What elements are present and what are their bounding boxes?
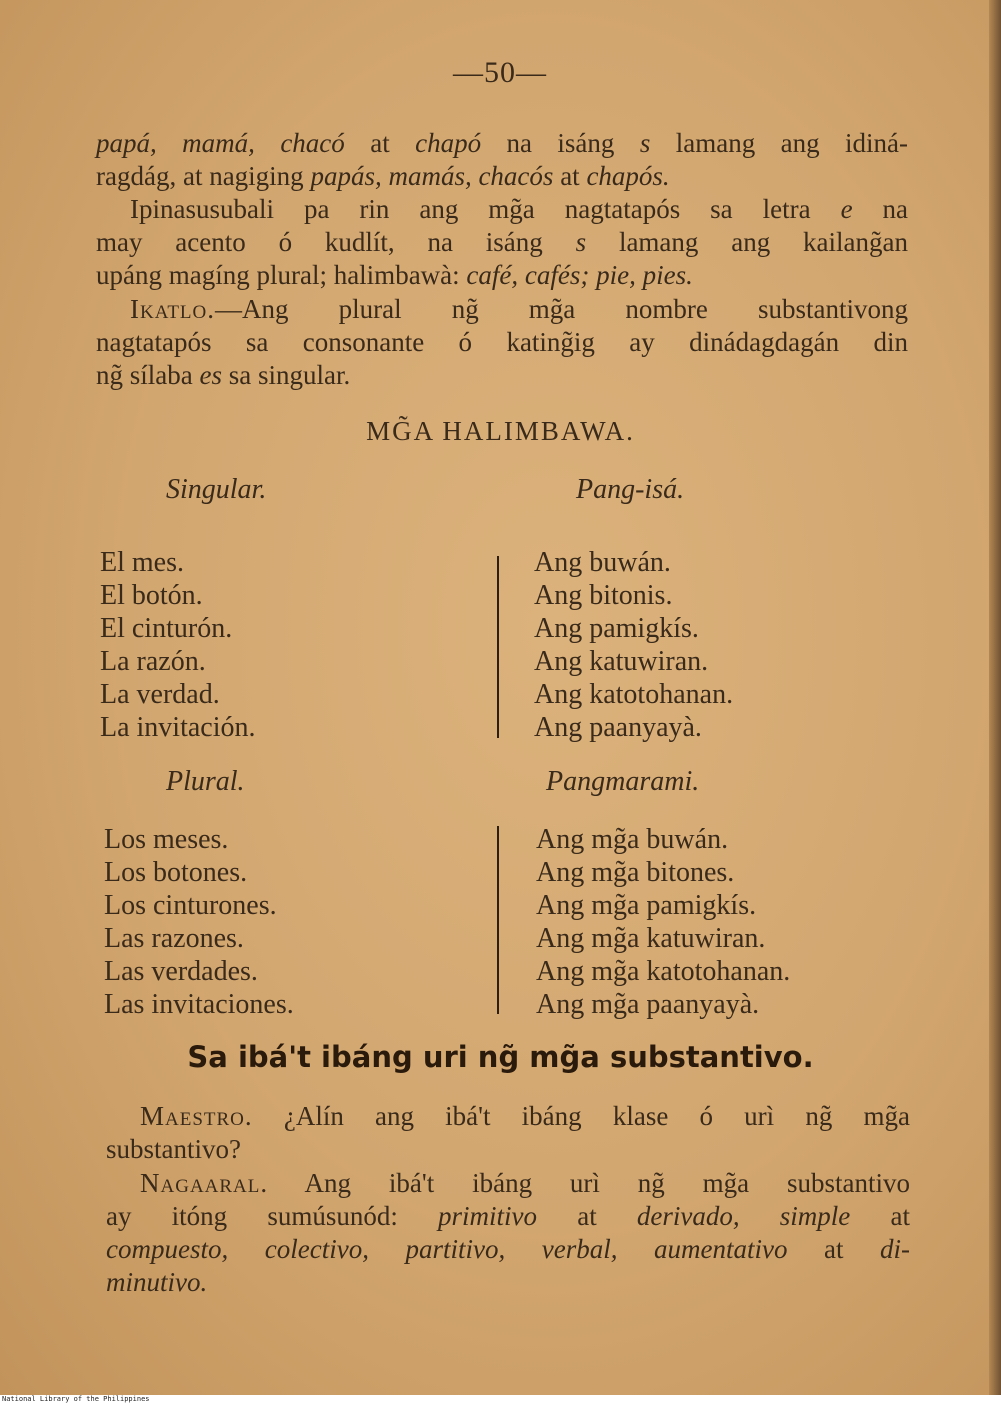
text-run: at — [787, 1234, 880, 1264]
list-item: Ang mg̃a bitones. — [536, 857, 735, 888]
paragraph-2-line-1 — [96, 193, 908, 226]
list-item: El botón. — [100, 580, 203, 611]
list-item: Los cinturones. — [104, 890, 277, 921]
text-run: at — [344, 128, 416, 158]
list-item: Las razones. — [104, 923, 244, 954]
list-item: Ang katuwiran. — [534, 646, 709, 677]
italic-word: chapós. — [586, 161, 670, 191]
list-item: Ang paanyayà. — [534, 712, 702, 743]
text-run: ¿Alín ang ibá't ibáng klase ó urì ng̃ mg̃a — [252, 1101, 910, 1131]
list-item: Ang mg̃a katotohanan. — [536, 956, 791, 987]
list-item: Los meses. — [104, 824, 229, 855]
paragraph-3-line-2: nagtatapós sa consonante ó kating̃ig ay dinádagdagán din — [96, 327, 908, 357]
page-edge-shadow — [989, 0, 1001, 1395]
list-item: Ang katotohanan. — [534, 679, 734, 710]
singular-list — [100, 546, 256, 744]
list-item: Las verdades. — [104, 956, 258, 987]
italic-word: chapó — [415, 128, 482, 158]
pangmarami-list — [536, 823, 790, 1021]
list-item: Ang mg̃a paanyayà. — [536, 989, 760, 1020]
paragraph-2-line-2 — [96, 226, 908, 259]
text-run: ng̃ sílaba — [96, 360, 200, 390]
paragraph-3-line-1 — [96, 293, 908, 326]
text-run: at — [553, 161, 587, 191]
column-divider — [497, 826, 499, 1014]
list-item: La verdad. — [100, 679, 220, 710]
italic-word: papás, mamás, chacós — [310, 161, 554, 191]
italic-word: di- — [880, 1234, 910, 1264]
paragraph-3 — [96, 293, 908, 392]
list-item: Los botones. — [104, 857, 248, 888]
paragraph-2 — [96, 193, 908, 292]
dialog-maestro-line-1 — [106, 1100, 910, 1133]
list-item: La invitación. — [100, 712, 256, 743]
text-run: at — [537, 1201, 637, 1231]
italic-word: minutivo. — [106, 1267, 208, 1297]
singular-heading: Singular. — [166, 474, 267, 505]
italic-word: e — [840, 194, 853, 224]
paragraph-1 — [96, 127, 908, 193]
footer-credit: National Library of the Philippines — [2, 1395, 150, 1403]
plural-list — [104, 823, 294, 1021]
examples-heading: MG̃A HALIMBAWA. — [366, 416, 635, 446]
paragraph-1-line-2 — [96, 160, 908, 193]
paragraph-1-line-1 — [96, 127, 908, 160]
text-run: Ang ibá't ibáng urì ng̃ mg̃a substantivo — [268, 1168, 910, 1198]
italic-word: s — [639, 128, 651, 158]
pangisa-list — [534, 546, 733, 744]
text-run: Ipinasusubali pa rin ang mg̃a nagtatapós sa letra — [130, 194, 841, 224]
dialog-nagaaral-line-4 — [106, 1266, 910, 1299]
dialog-maestro — [106, 1100, 910, 1166]
dialog-nagaaral-line-2 — [106, 1200, 910, 1233]
list-item: Ang bitonis. — [534, 580, 673, 611]
text-run: na isáng — [481, 128, 640, 158]
text-run: na — [852, 194, 908, 224]
pangisa-heading: Pang-isá. — [576, 474, 685, 505]
text-run: may acento ó kudlít, na isáng — [96, 227, 576, 257]
text-run: —Ang plural ng̃ mg̃a nombre substantivong — [215, 294, 908, 324]
list-item: Ang mg̃a buwán. — [536, 824, 729, 855]
text-run: ay itóng sumúsunód: — [106, 1201, 439, 1231]
plural-heading: Plural. — [166, 766, 245, 797]
text-run: ragdág, at nagiging — [96, 161, 311, 191]
list-item: El cinturón. — [100, 613, 233, 644]
pangmarami-heading: Pangmarami. — [546, 766, 700, 797]
column-divider — [497, 556, 499, 738]
dialog-nagaaral-line-3 — [106, 1233, 910, 1266]
text-run: lamang ang kailang̃an — [586, 227, 908, 257]
italic-word: s — [575, 227, 587, 257]
paragraph-2-line-3 — [96, 259, 908, 292]
small-caps-label: Ikatlo. — [130, 294, 216, 324]
section-heading: Sa ibá't ibáng uri ng̃ mg̃a substantivo. — [187, 1040, 814, 1074]
text-run: at — [850, 1201, 910, 1231]
text-run: sa singular. — [221, 360, 351, 390]
speaker-label: Maestro. — [140, 1101, 253, 1131]
footer-strip — [0, 1395, 1001, 1403]
paragraph-3-line-3 — [96, 359, 908, 392]
speaker-label: Nagaaral. — [140, 1168, 269, 1198]
dialog-nagaaral — [106, 1167, 910, 1299]
italic-word: café, cafés; pie, pies. — [466, 260, 693, 290]
list-item: Ang mg̃a katuwiran. — [536, 923, 766, 954]
italic-word: derivado, simple — [636, 1201, 851, 1231]
page-number: —50— — [453, 56, 547, 89]
italic-word: es — [199, 360, 222, 390]
dialog-maestro-line-2: substantivo? — [106, 1134, 241, 1164]
italic-word: papá, mamá, chacó — [96, 128, 345, 158]
italic-word: primitivo — [438, 1201, 538, 1231]
italic-word: compuesto, colectivo, partitivo, verbal, aumentativo — [106, 1234, 788, 1264]
list-item: Ang pamigkís. — [534, 613, 699, 644]
text-run: upáng magíng plural; halimbawà: — [96, 260, 467, 290]
list-item: El mes. — [100, 547, 184, 578]
text-run: lamang ang idiná- — [650, 128, 908, 158]
list-item: Ang buwán. — [534, 547, 671, 578]
list-item: Ang mg̃a pamigkís. — [536, 890, 757, 921]
list-item: La razón. — [100, 646, 206, 677]
dialog-nagaaral-line-1 — [106, 1167, 910, 1200]
list-item: Las invitaciones. — [104, 989, 294, 1020]
